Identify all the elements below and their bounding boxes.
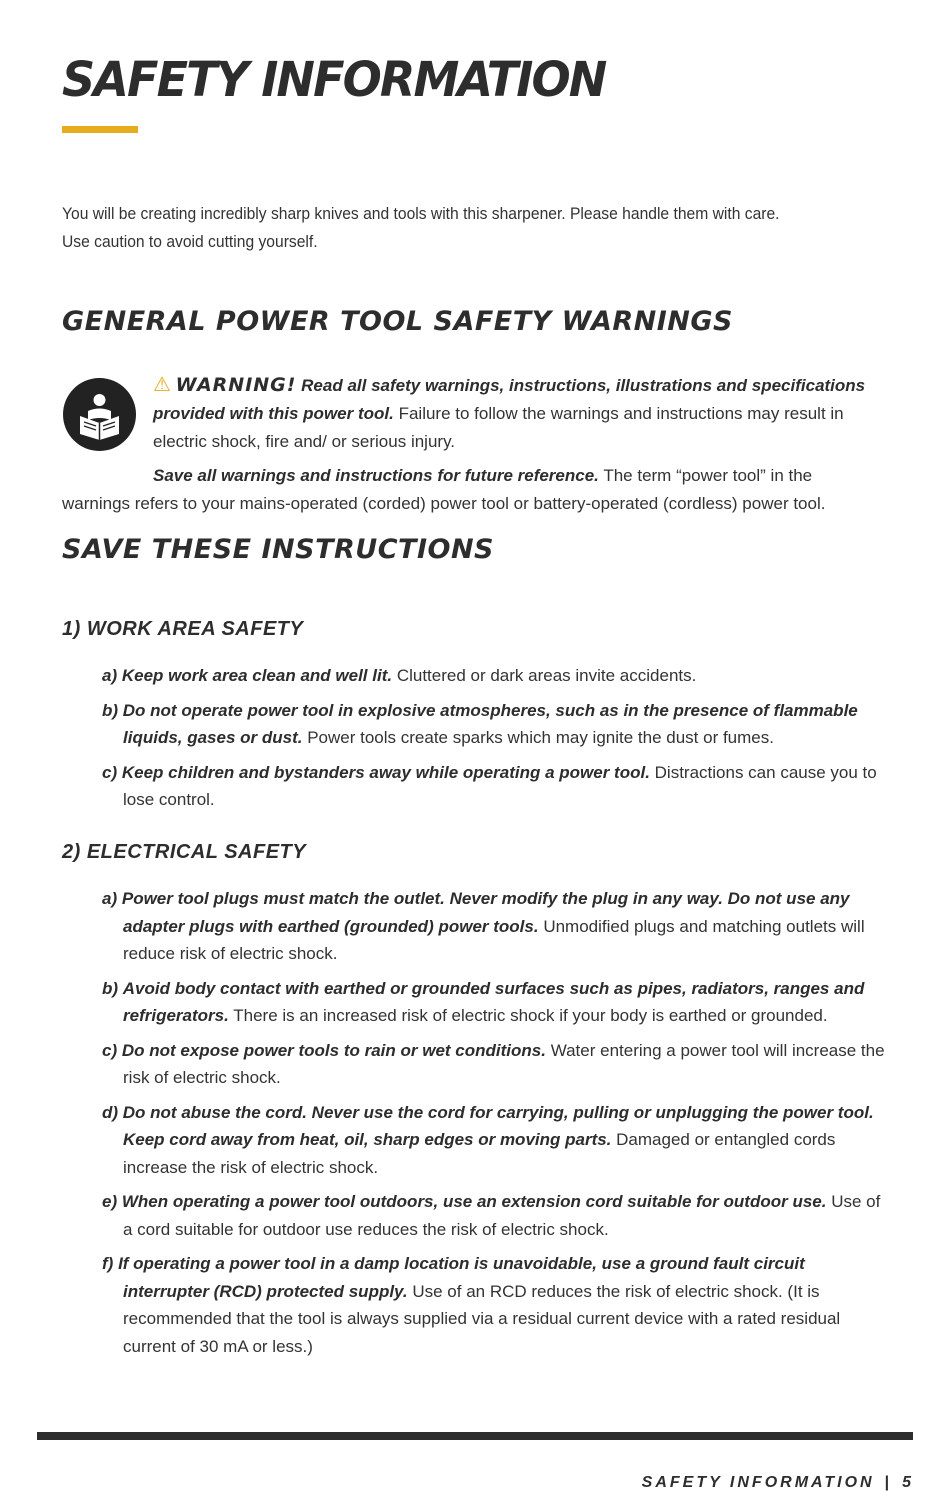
electrical-list [102, 885, 892, 1367]
footer-section-title: SAFETY INFORMATION [641, 1474, 875, 1491]
electrical-heading: 2) ELECTRICAL SAFETY [62, 841, 307, 863]
footer-separator: | [884, 1474, 893, 1491]
item-label: c) [102, 762, 118, 782]
title-accent-bar [62, 126, 138, 133]
save-instructions-heading: SAVE THESE INSTRUCTIONS [62, 534, 494, 565]
item-text: There is an increased risk of electric shock if your body is earthed or grounded. [233, 1006, 828, 1025]
work-area-list [102, 662, 892, 821]
save-bold-text: Save all warnings and instructions for future reference. [153, 466, 599, 485]
item-label: f) [102, 1254, 114, 1273]
list-item [102, 1188, 892, 1243]
item-text: Power tools create sparks which may ignite the dust or fumes. [307, 728, 774, 747]
item-bold: Do not expose power tools to rain or wet conditions. [121, 1040, 546, 1060]
item-text: Unmodified plugs and matching outlets will reduce risk of electric shock. [123, 916, 865, 963]
item-text: Damaged or entangled cords increase the risk of electric shock. [123, 1130, 836, 1177]
list-item [102, 1099, 892, 1182]
item-bold: If operating a power tool in a damp location is unavoidable, use a ground fault circuit interrupter (RCD) protected supply. [118, 1254, 805, 1301]
item-label: a) [102, 889, 118, 908]
intro-paragraph: You will be creating incredibly sharp knives and tools with this sharpener. Please handle them with care. Use caution to avoid cutting yourself. [62, 204, 780, 251]
item-label: d) [102, 1102, 119, 1122]
save-warnings-paragraph [62, 462, 882, 518]
item-text: Distractions can cause you to lose control. [123, 762, 877, 809]
warning-bold-text: Read all safety warnings, instructions, illustrations and specifications provided with this power tool. [153, 376, 866, 423]
list-item [102, 975, 892, 1030]
page-number: 5 [902, 1474, 914, 1491]
item-text: Use of an RCD reduces the risk of electric shock. (It is recommended that the tool is always supplied via a residual current device with a rated residual current of 30 mA or less.) [123, 1281, 841, 1356]
read-manual-icon [63, 378, 136, 451]
warning-block [153, 371, 883, 456]
item-label: b) [102, 978, 119, 998]
item-text: Cluttered or dark areas invite accidents. [396, 666, 697, 685]
page-title: SAFETY INFORMATION [62, 52, 606, 108]
list-item [102, 759, 892, 814]
item-bold: Avoid body contact with earthed or grounded surfaces such as pipes, radiators, ranges and refrigerators. [122, 978, 865, 1025]
work-area-heading: 1) WORK AREA SAFETY [62, 618, 304, 640]
save-text: The term “power tool” in the warnings refers to your mains-operated (corded) power tool or battery-operated (cordless) power tool. [62, 466, 826, 513]
list-item [102, 885, 892, 968]
list-item [102, 662, 892, 690]
warning-label: WARNING! [175, 374, 297, 396]
list-item [102, 1250, 892, 1360]
item-bold: Power tool plugs must match the outlet. Never modify the plug in any way. Do not use any adapter plugs with earthed (grounded) power tools. [121, 889, 850, 936]
list-item [102, 697, 892, 752]
item-text: Use of a cord suitable for outdoor use reduces the risk of electric shock. [123, 1192, 881, 1239]
item-bold: When operating a power tool outdoors, use an extension cord suitable for outdoor use. [121, 1192, 827, 1211]
item-bold: Keep work area clean and well lit. [121, 666, 393, 685]
footer-rule [37, 1432, 913, 1440]
page-footer [642, 1474, 914, 1492]
warning-text: Failure to follow the warnings and instructions may result in electric shock, fire and/ or serious injury. [153, 404, 844, 451]
item-text: Water entering a power tool will increase the risk of electric shock. [123, 1040, 885, 1087]
general-warnings-heading: GENERAL POWER TOOL SAFETY WARNINGS [62, 306, 733, 337]
item-bold: Do not abuse the cord. Never use the cord for carrying, pulling or unplugging the power tool. Keep cord away from heat, oil, sharp edges or moving parts. [122, 1102, 874, 1149]
item-bold: Keep children and bystanders away while operating a power tool. [121, 762, 650, 782]
item-label: a) [102, 666, 118, 685]
item-bold: Do not operate power tool in explosive atmospheres, such as in the presence of flammable liquids, gases or dust. [122, 700, 858, 747]
item-label: c) [102, 1040, 118, 1060]
item-label: e) [102, 1192, 118, 1211]
item-label: b) [102, 700, 119, 720]
warning-triangle-icon: ⚠ [153, 374, 171, 396]
list-item [102, 1037, 892, 1092]
